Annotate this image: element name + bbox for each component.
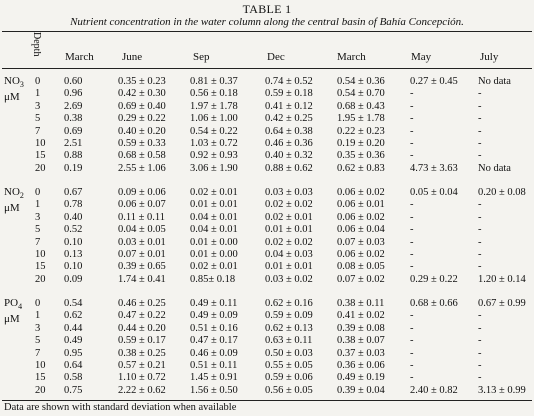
table-cell: 0.38 bbox=[64, 113, 83, 125]
table-cell: - bbox=[478, 138, 482, 149]
table-cell: 0.04 ± 0.03 bbox=[265, 249, 313, 260]
table-cell: 2.55 ± 1.06 bbox=[118, 162, 166, 174]
table-cell: 0.41 ± 0.02 bbox=[337, 310, 385, 322]
table-cell: 0.46 ± 0.09 bbox=[190, 347, 238, 359]
table-cell: - bbox=[478, 236, 482, 248]
table-cell: 0.46 ± 0.25 bbox=[118, 298, 166, 309]
table-cell: 0.63 ± 0.11 bbox=[265, 335, 313, 347]
col-header-march-2: March bbox=[337, 51, 366, 63]
table-cell: 1.95 ± 1.78 bbox=[337, 113, 385, 125]
table-cell: 0.85± 0.18 bbox=[190, 273, 236, 285]
table-cell: 0.49 bbox=[64, 335, 83, 347]
table-cell: 0.05 ± 0.04 bbox=[410, 187, 458, 198]
table-cell: 0.60 bbox=[64, 76, 83, 87]
table-cell: 0.47 ± 0.22 bbox=[118, 310, 166, 322]
table-cell: 0.04 ± 0.05 bbox=[118, 224, 166, 236]
table-cell: 0.58 bbox=[64, 372, 83, 384]
table-cell: 0.54 ± 0.36 bbox=[337, 76, 385, 87]
table-cell: 0.35 ± 0.23 bbox=[118, 76, 166, 87]
table-cell: 0.52 bbox=[64, 224, 83, 236]
table-cell: 0.67 ± 0.99 bbox=[478, 298, 526, 309]
table-cell: 0.96 bbox=[64, 88, 83, 100]
depth-cell: 15 bbox=[35, 150, 46, 162]
table-cell: 0.62 ± 0.13 bbox=[265, 322, 313, 334]
table-cell: - bbox=[410, 310, 414, 322]
table-cell: - bbox=[478, 100, 482, 112]
table-cell: 0.07 ± 0.03 bbox=[337, 236, 385, 248]
table-cell: - bbox=[410, 335, 414, 347]
table-cell: - bbox=[410, 199, 414, 211]
table-cell: 0.59 ± 0.33 bbox=[118, 138, 166, 149]
table-cell: 0.67 bbox=[64, 187, 83, 198]
table-cell: 2.22 ± 0.62 bbox=[118, 384, 166, 396]
table-cell: 0.09 ± 0.06 bbox=[118, 187, 166, 198]
table-cell: 1.45 ± 0.91 bbox=[190, 372, 238, 384]
nutrient-label bbox=[4, 75, 24, 103]
table-cell: 0.40 ± 0.20 bbox=[118, 125, 166, 137]
depth-cell: 7 bbox=[35, 125, 41, 137]
table-cell: 0.95 bbox=[64, 347, 83, 359]
table-cell: 0.59 ± 0.06 bbox=[265, 372, 313, 384]
table-cell: 0.75 bbox=[64, 384, 83, 396]
table-cell: 1.97 ± 1.78 bbox=[190, 100, 238, 112]
table-cell: 0.59 ± 0.17 bbox=[118, 335, 166, 347]
table-cell: 0.04 ± 0.01 bbox=[190, 224, 238, 236]
table-cell: - bbox=[478, 113, 482, 125]
table-cell: 2.40 ± 0.82 bbox=[410, 384, 458, 396]
table-cell: - bbox=[478, 125, 482, 137]
table-cell: 0.10 bbox=[64, 261, 83, 273]
depth-cell: 10 bbox=[35, 249, 46, 260]
depth-cell: 1 bbox=[35, 88, 41, 100]
table-cell: 0.42 ± 0.30 bbox=[118, 88, 166, 100]
table-cell: 0.27 ± 0.45 bbox=[410, 76, 458, 87]
table-cell: - bbox=[410, 88, 414, 100]
table-cell: 0.54 ± 0.22 bbox=[190, 125, 238, 137]
table-cell: 0.68 ± 0.43 bbox=[337, 100, 385, 112]
depth-cell: 0 bbox=[35, 298, 41, 309]
table-cell: - bbox=[478, 261, 482, 273]
table-cell: 0.01 ± 0.01 bbox=[190, 199, 238, 211]
table-cell: 0.02 ± 0.01 bbox=[190, 187, 238, 198]
table-cell: 0.69 ± 0.40 bbox=[118, 100, 166, 112]
depth-cell: 7 bbox=[35, 236, 41, 248]
col-header-july: July bbox=[480, 51, 499, 63]
table-cell: - bbox=[478, 199, 482, 211]
col-header-sep: Sep bbox=[193, 51, 210, 63]
depth-cell: 1 bbox=[35, 199, 41, 211]
depth-cell: 20 bbox=[35, 162, 46, 174]
nutrient-unit: μM bbox=[4, 91, 20, 104]
table-cell: - bbox=[478, 310, 482, 322]
table-cell: 0.06 ± 0.02 bbox=[337, 211, 385, 223]
table-caption: Nutrient concentration in the water column along the central basin of Bahía Concepción. bbox=[70, 16, 464, 28]
table-cell: 0.19 bbox=[64, 162, 83, 174]
nutrient-name: NO bbox=[4, 186, 20, 198]
table-cell: 0.04 ± 0.01 bbox=[190, 211, 238, 223]
table-cell: 0.29 ± 0.22 bbox=[118, 113, 166, 125]
nutrient-label bbox=[4, 297, 22, 325]
table-cell: 0.40 bbox=[64, 211, 83, 223]
table-cell: 0.10 bbox=[64, 236, 83, 248]
table-cell: 0.40 ± 0.32 bbox=[265, 150, 313, 162]
table-cell: 1.74 ± 0.41 bbox=[118, 273, 166, 285]
table-cell: 0.03 ± 0.01 bbox=[118, 236, 166, 248]
nutrient-subscript: 3 bbox=[19, 80, 24, 90]
table-cell: - bbox=[410, 138, 414, 149]
table-cell: 0.51 ± 0.11 bbox=[190, 360, 238, 371]
table-cell: 0.62 ± 0.83 bbox=[337, 162, 385, 174]
top-rule bbox=[2, 31, 532, 32]
table-cell: 0.78 bbox=[64, 199, 83, 211]
depth-cell: 5 bbox=[35, 224, 41, 236]
table-cell: - bbox=[478, 372, 482, 384]
table-cell: 0.02 ± 0.01 bbox=[190, 261, 238, 273]
table-cell: 0.19 ± 0.20 bbox=[337, 138, 385, 149]
table-cell: 0.13 bbox=[64, 249, 83, 260]
table-cell: 0.09 bbox=[64, 273, 83, 285]
table-cell: 0.88 ± 0.62 bbox=[265, 162, 313, 174]
table-cell: 0.01 ± 0.00 bbox=[190, 236, 238, 248]
table-cell: 0.49 ± 0.09 bbox=[190, 310, 238, 322]
table-cell: 0.02 ± 0.02 bbox=[265, 199, 313, 211]
table-cell: 0.64 ± 0.38 bbox=[265, 125, 313, 137]
table-cell: 0.54 ± 0.70 bbox=[337, 88, 385, 100]
depth-cell: 15 bbox=[35, 372, 46, 384]
depth-cell: 15 bbox=[35, 261, 46, 273]
table-cell: - bbox=[478, 347, 482, 359]
table-cell: - bbox=[410, 249, 414, 260]
col-header-june: June bbox=[122, 51, 143, 63]
table-cell: - bbox=[478, 249, 482, 260]
table-cell: 0.64 bbox=[64, 360, 83, 371]
table-cell: 0.88 bbox=[64, 150, 83, 162]
table-cell: 0.68 ± 0.58 bbox=[118, 150, 166, 162]
table-cell: 0.92 ± 0.93 bbox=[190, 150, 238, 162]
table-cell: 0.69 bbox=[64, 125, 83, 137]
table-cell: 0.51 ± 0.16 bbox=[190, 322, 238, 334]
depth-cell: 3 bbox=[35, 100, 41, 112]
table-cell: - bbox=[478, 88, 482, 100]
table-cell: 0.38 ± 0.07 bbox=[337, 335, 385, 347]
table-cell: 0.46 ± 0.36 bbox=[265, 138, 313, 149]
table-cell: 0.49 ± 0.11 bbox=[190, 298, 238, 309]
table-cell: - bbox=[478, 322, 482, 334]
table-cell: 0.39 ± 0.08 bbox=[337, 322, 385, 334]
depth-cell: 10 bbox=[35, 360, 46, 371]
table-cell: No data bbox=[478, 162, 511, 174]
bottom-rule bbox=[2, 400, 532, 401]
depth-header-label: Depth bbox=[31, 32, 42, 57]
depth-cell: 7 bbox=[35, 347, 41, 359]
table-cell: 0.08 ± 0.05 bbox=[337, 261, 385, 273]
table-title: TABLE 1 bbox=[242, 2, 292, 16]
table-cell: 0.38 ± 0.11 bbox=[337, 298, 385, 309]
nutrient-unit: μM bbox=[4, 313, 20, 326]
col-header-march: March bbox=[65, 51, 94, 63]
col-header-may: May bbox=[411, 51, 432, 63]
table-cell: 0.81 ± 0.37 bbox=[190, 76, 238, 87]
table-cell: 0.11 ± 0.11 bbox=[118, 211, 165, 223]
depth-cell: 5 bbox=[35, 113, 41, 125]
table-cell: 0.01 ± 0.01 bbox=[265, 224, 313, 236]
table-cell: - bbox=[478, 360, 482, 371]
table-cell: 0.74 ± 0.52 bbox=[265, 76, 313, 87]
table-cell: - bbox=[478, 224, 482, 236]
table-cell: - bbox=[478, 211, 482, 223]
table-cell: 0.07 ± 0.02 bbox=[337, 273, 385, 285]
depth-cell: 5 bbox=[35, 335, 41, 347]
table-cell: 2.69 bbox=[64, 100, 83, 112]
table-cell: 0.68 ± 0.66 bbox=[410, 298, 458, 309]
table-cell: 0.47 ± 0.17 bbox=[190, 335, 238, 347]
table-cell: 0.62 ± 0.16 bbox=[265, 298, 313, 309]
table-cell: 3.13 ± 0.99 bbox=[478, 384, 526, 396]
table-cell: 1.20 ± 0.14 bbox=[478, 273, 526, 285]
col-header-dec: Dec bbox=[267, 51, 285, 63]
table-cell: 0.62 bbox=[64, 310, 83, 322]
table-cell: 0.06 ± 0.04 bbox=[337, 224, 385, 236]
depth-cell: 20 bbox=[35, 384, 46, 396]
table-cell: - bbox=[410, 372, 414, 384]
table-cell: - bbox=[410, 211, 414, 223]
table-cell: - bbox=[410, 322, 414, 334]
table-cell: 0.02 ± 0.01 bbox=[265, 211, 313, 223]
table-cell: - bbox=[478, 335, 482, 347]
table-cell: 0.01 ± 0.00 bbox=[190, 249, 238, 260]
header-rule bbox=[2, 68, 532, 69]
table-cell: 0.29 ± 0.22 bbox=[410, 273, 458, 285]
nutrient-unit: μM bbox=[4, 202, 20, 215]
table-cell: 1.10 ± 0.72 bbox=[118, 372, 166, 384]
table-cell: 0.42 ± 0.25 bbox=[265, 113, 313, 125]
table-cell: 0.54 bbox=[64, 298, 83, 309]
table-cell: 0.36 ± 0.06 bbox=[337, 360, 385, 371]
table-cell: - bbox=[410, 100, 414, 112]
depth-cell: 1 bbox=[35, 310, 41, 322]
table-cell: 0.35 ± 0.36 bbox=[337, 150, 385, 162]
nutrient-subscript: 4 bbox=[18, 302, 23, 312]
table-cell: 0.44 ± 0.20 bbox=[118, 322, 166, 334]
table-cell: 0.39 ± 0.65 bbox=[118, 261, 166, 273]
table-cell: 0.01 ± 0.01 bbox=[265, 261, 313, 273]
table-cell: 0.02 ± 0.02 bbox=[265, 236, 313, 248]
table-cell: - bbox=[410, 347, 414, 359]
table-cell: 0.49 ± 0.19 bbox=[337, 372, 385, 384]
depth-cell: 0 bbox=[35, 76, 41, 87]
nutrient-name: NO bbox=[4, 75, 20, 87]
depth-cell: 3 bbox=[35, 322, 41, 334]
table-cell: 0.39 ± 0.04 bbox=[337, 384, 385, 396]
table-cell: 0.41 ± 0.12 bbox=[265, 100, 313, 112]
table-cell: 0.06 ± 0.07 bbox=[118, 199, 166, 211]
table-cell: - bbox=[410, 224, 414, 236]
table-cell: 0.57 ± 0.21 bbox=[118, 360, 166, 371]
table-cell: 0.03 ± 0.02 bbox=[265, 273, 313, 285]
table-cell: - bbox=[410, 113, 414, 125]
table-cell: 1.03 ± 0.72 bbox=[190, 138, 238, 149]
depth-cell: 3 bbox=[35, 211, 41, 223]
table-cell: 0.03 ± 0.03 bbox=[265, 187, 313, 198]
depth-cell: 20 bbox=[35, 273, 46, 285]
nutrient-label bbox=[4, 186, 24, 214]
depth-cell: 0 bbox=[35, 187, 41, 198]
table-cell: - bbox=[410, 236, 414, 248]
table-cell: - bbox=[410, 360, 414, 371]
table-cell: 0.38 ± 0.25 bbox=[118, 347, 166, 359]
table-cell: 2.51 bbox=[64, 138, 83, 149]
table-cell: 0.44 bbox=[64, 322, 83, 334]
table-cell: 0.20 ± 0.08 bbox=[478, 187, 526, 198]
table-cell: 0.50 ± 0.03 bbox=[265, 347, 313, 359]
table-cell: 0.06 ± 0.02 bbox=[337, 187, 385, 198]
table-cell: 0.06 ± 0.01 bbox=[337, 199, 385, 211]
table-cell: 0.37 ± 0.03 bbox=[337, 347, 385, 359]
table-cell: - bbox=[410, 150, 414, 162]
table-cell: 0.55 ± 0.05 bbox=[265, 360, 313, 371]
table-cell: 4.73 ± 3.63 bbox=[410, 162, 458, 174]
table-cell: 1.06 ± 1.00 bbox=[190, 113, 238, 125]
table-cell: 1.56 ± 0.50 bbox=[190, 384, 238, 396]
nutrient-name: PO bbox=[4, 297, 19, 309]
table-cell: 0.56 ± 0.05 bbox=[265, 384, 313, 396]
table-cell: 0.22 ± 0.23 bbox=[337, 125, 385, 137]
table-cell: 0.56 ± 0.18 bbox=[190, 88, 238, 100]
depth-cell: 10 bbox=[35, 138, 46, 149]
table-cell: 3.06 ± 1.90 bbox=[190, 162, 238, 174]
table-cell: 0.07 ± 0.01 bbox=[118, 249, 166, 260]
table-cell: 0.06 ± 0.02 bbox=[337, 249, 385, 260]
table-cell: No data bbox=[478, 76, 511, 87]
table-cell: - bbox=[410, 125, 414, 137]
table-cell: 0.59 ± 0.09 bbox=[265, 310, 313, 322]
table-cell: - bbox=[410, 261, 414, 273]
nutrient-subscript: 2 bbox=[19, 191, 24, 201]
table-cell: - bbox=[478, 150, 482, 162]
footnote: Data are shown with standard deviation when available bbox=[4, 402, 237, 413]
table-cell: 0.59 ± 0.18 bbox=[265, 88, 313, 100]
